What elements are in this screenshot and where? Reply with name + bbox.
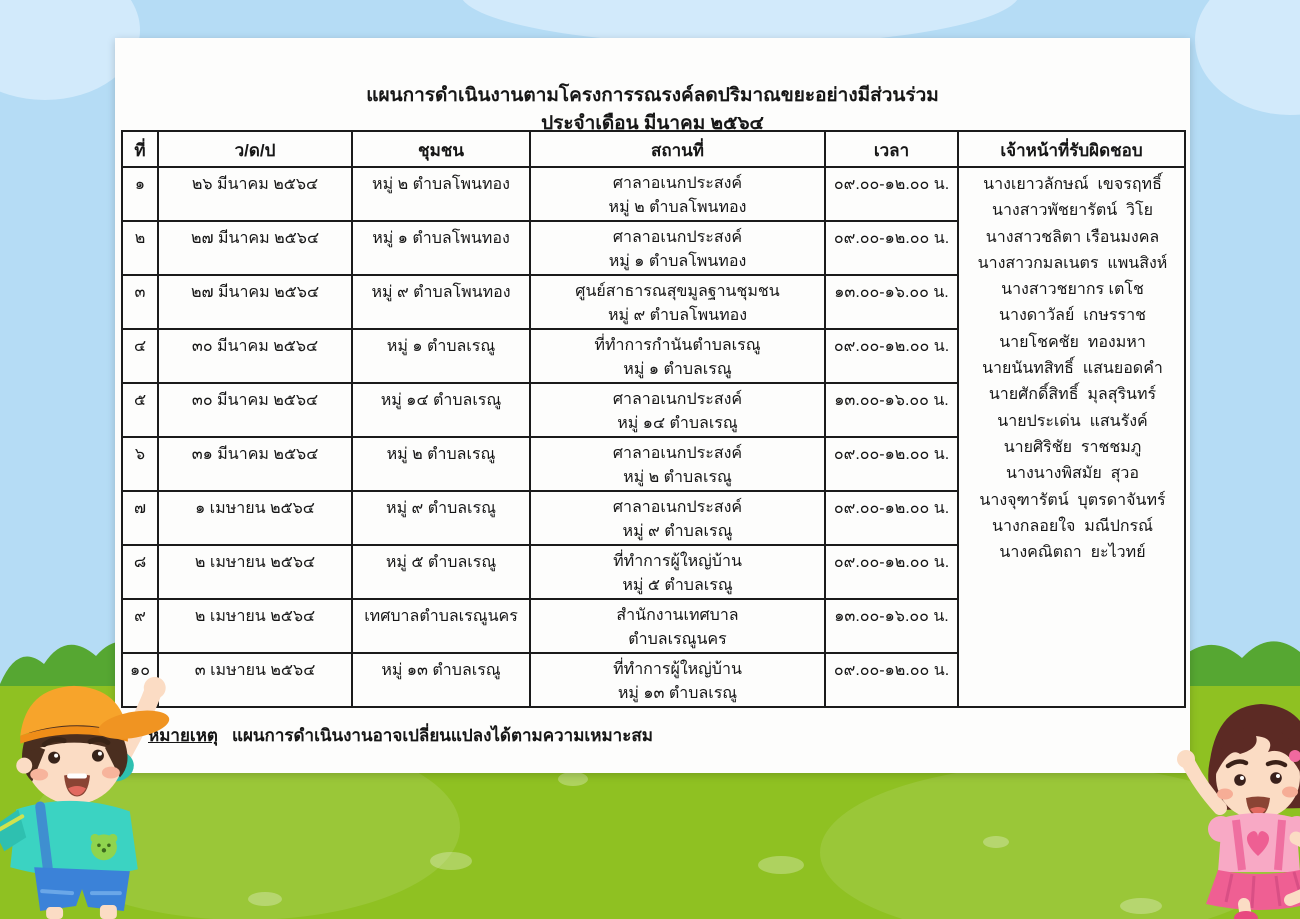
time-cell: ๐๙.๐๐-๑๒.๐๐ น.	[825, 221, 958, 275]
col-header-place: สถานที่	[530, 131, 825, 167]
date-cell: ๒๗ มีนาคม ๒๕๖๔	[158, 275, 352, 329]
time-cell: ๐๙.๐๐-๑๒.๐๐ น.	[825, 167, 958, 221]
grass-patch	[558, 772, 588, 786]
place-cell: ศูนย์สาธารณสุขมูลฐานชุมชน หมู่ ๙ ตำบลโพนทอง	[530, 275, 825, 329]
page-title: แผนการดำเนินงานตามโครงการรณรงค์ลดปริมาณขยะอย่างมีส่วนร่วม	[366, 85, 939, 106]
grass-patch	[248, 892, 282, 906]
staff-name: นางสาวพัชยารัตน์ วิโย	[992, 202, 1153, 220]
footnote-text: แผนการดำเนินงานอาจเปลี่ยนแปลงได้ตามความเหมาะสม	[231, 726, 653, 745]
community-cell: เทศบาลตำบลเรณูนคร	[352, 599, 530, 653]
page-subtitle: ประจำเดือน มีนาคม ๒๕๖๔	[541, 113, 764, 134]
boy-character-illustration	[0, 660, 187, 919]
staff-name: นางสาวกมลเนตร แพนสิงห์	[977, 254, 1168, 272]
no-cell: ๔	[122, 329, 158, 383]
table-header-row	[122, 131, 1185, 167]
community-cell: หมู่ ๙ ตำบลโพนทอง	[352, 275, 530, 329]
staff-name: นางกลอยใจ มณีปกรณ์	[992, 517, 1153, 535]
date-cell: ๒ เมษายน ๒๕๖๔	[158, 599, 352, 653]
time-cell: ๐๙.๐๐-๑๒.๐๐ น.	[825, 491, 958, 545]
footnote	[148, 722, 653, 749]
place-cell: ศาลาอเนกประสงค์ หมู่ ๑ ตำบลโพนทอง	[530, 221, 825, 275]
col-header-date: ว/ด/ป	[158, 131, 352, 167]
time-cell: ๐๙.๐๐-๑๒.๐๐ น.	[825, 653, 958, 707]
staff-name: นายโชคชัย ทองมหา	[999, 333, 1146, 351]
date-cell: ๓๐ มีนาคม ๒๕๖๔	[158, 329, 352, 383]
community-cell: หมู่ ๒ ตำบลโพนทอง	[352, 167, 530, 221]
staff-name: นางคณิตถา ยะไวทย์	[999, 544, 1146, 562]
community-cell: หมู่ ๙ ตำบลเรณู	[352, 491, 530, 545]
community-cell: หมู่ ๒ ตำบลเรณู	[352, 437, 530, 491]
no-cell: ๑	[122, 167, 158, 221]
staff-name: นายประเด่น แสนรังค์	[997, 412, 1148, 430]
grass-patch	[758, 856, 804, 874]
no-cell: ๓	[122, 275, 158, 329]
no-cell: ๑๐	[122, 653, 158, 707]
girl-character-illustration	[1158, 690, 1300, 919]
date-cell: ๓๐ มีนาคม ๒๕๖๔	[158, 383, 352, 437]
place-cell: ศาลาอเนกประสงค์ หมู่ ๒ ตำบลเรณู	[530, 437, 825, 491]
place-cell: ศาลาอเนกประสงค์ หมู่ ๑๔ ตำบลเรณู	[530, 383, 825, 437]
place-cell: สำนักงานเทศบาล ตำบลเรณูนคร	[530, 599, 825, 653]
place-cell: ศาลาอเนกประสงค์ หมู่ ๒ ตำบลโพนทอง	[530, 167, 825, 221]
time-cell: ๐๙.๐๐-๑๒.๐๐ น.	[825, 545, 958, 599]
no-cell: ๘	[122, 545, 158, 599]
place-cell: ที่ทำการผู้ใหญ่บ้าน หมู่ ๑๓ ตำบลเรณู	[530, 653, 825, 707]
staff-name: นางดาวัลย์ เกษรราช	[999, 307, 1146, 325]
date-cell: ๓ เมษายน ๒๕๖๔	[158, 653, 352, 707]
community-cell: หมู่ ๑ ตำบลโพนทอง	[352, 221, 530, 275]
staff-name: นางนางพิสมัย สุวอ	[1006, 465, 1139, 483]
place-cell: ที่ทำการกำนันตำบลเรณู หมู่ ๑ ตำบลเรณู	[530, 329, 825, 383]
date-cell: ๓๑ มีนาคม ๒๕๖๔	[158, 437, 352, 491]
staff-name: นายศักดิ์สิทธิ์ มุลสุรินทร์	[988, 386, 1157, 404]
time-cell: ๑๓.๐๐-๑๖.๐๐ น.	[825, 599, 958, 653]
staff-name: นางสาวชลิตา เรือนมงคล	[985, 228, 1160, 246]
no-cell: ๖	[122, 437, 158, 491]
col-header-staff: เจ้าหน้าที่รับผิดชอบ	[958, 131, 1185, 167]
grass-patch	[1120, 898, 1162, 914]
staff-name: นายศิริชัย ราชชมภู	[1003, 438, 1142, 456]
place-cell: ศาลาอเนกประสงค์ หมู่ ๙ ตำบลเรณู	[530, 491, 825, 545]
time-cell: ๐๙.๐๐-๑๒.๐๐ น.	[825, 437, 958, 491]
document-page	[115, 38, 1190, 773]
col-header-time: เวลา	[825, 131, 958, 167]
staff-name: นางสาวชยากร เตโช	[1001, 281, 1144, 299]
community-cell: หมู่ ๕ ตำบลเรณู	[352, 545, 530, 599]
staff-name: นางเยาวลักษณ์ เขจรฤทธิ์	[983, 176, 1162, 193]
table-row	[122, 167, 1185, 221]
staff-name: นายนันทสิทธิ์ แสนยอดคำ	[982, 360, 1163, 378]
staff-name: นางจุฑารัตน์ บุตรดาจันทร์	[979, 491, 1166, 509]
staff-list-cell	[958, 167, 1185, 707]
time-cell: ๐๙.๐๐-๑๒.๐๐ น.	[825, 329, 958, 383]
cloud-icon	[1195, 0, 1300, 115]
grass-patch	[430, 852, 472, 870]
col-header-no: ที่	[122, 131, 158, 167]
no-cell: ๒	[122, 221, 158, 275]
footnote-label: หมายเหตุ	[148, 726, 218, 745]
community-cell: หมู่ ๑๔ ตำบลเรณู	[352, 383, 530, 437]
date-cell: ๒๖ มีนาคม ๒๕๖๔	[158, 167, 352, 221]
time-cell: ๑๓.๐๐-๑๖.๐๐ น.	[825, 383, 958, 437]
date-cell: ๒ เมษายน ๒๕๖๔	[158, 545, 352, 599]
schedule-table	[121, 130, 1186, 708]
place-cell: ที่ทำการผู้ใหญ่บ้าน หมู่ ๕ ตำบลเรณู	[530, 545, 825, 599]
col-header-community: ชุมชน	[352, 131, 530, 167]
community-cell: หมู่ ๑ ตำบลเรณู	[352, 329, 530, 383]
no-cell: ๙	[122, 599, 158, 653]
time-cell: ๑๓.๐๐-๑๖.๐๐ น.	[825, 275, 958, 329]
no-cell: ๕	[122, 383, 158, 437]
no-cell: ๗	[122, 491, 158, 545]
grass-patch	[983, 836, 1009, 848]
date-cell: ๑ เมษายน ๒๕๖๔	[158, 491, 352, 545]
date-cell: ๒๗ มีนาคม ๒๕๖๔	[158, 221, 352, 275]
community-cell: หมู่ ๑๓ ตำบลเรณู	[352, 653, 530, 707]
